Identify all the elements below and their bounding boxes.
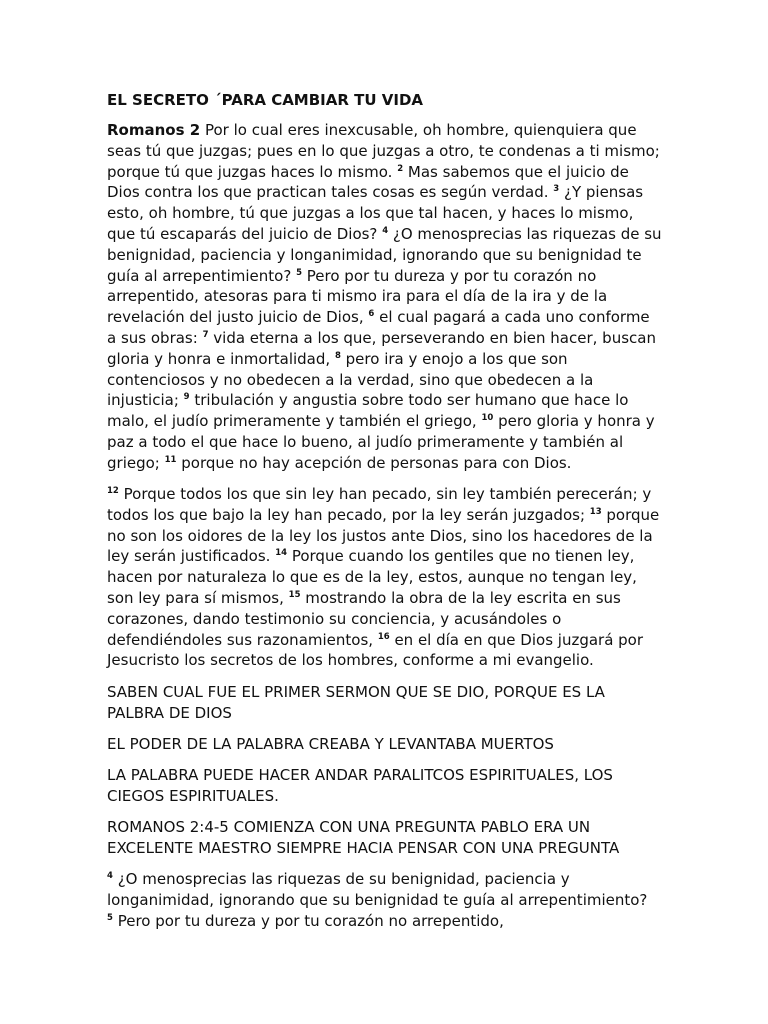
verse-number: 8 <box>334 350 341 361</box>
verse-number: 12 <box>107 486 119 497</box>
verse-number: 9 <box>183 392 190 403</box>
commentary-line-4: ROMANOS 2:4-5 COMIENZA CON UNA PREGUNTA PABLO ERA UN EXCELENTE MAESTRO SIEMPRE HACIA PENSAR CON UNA PREGUNTA <box>107 818 620 857</box>
verse-list-2 <box>107 485 659 669</box>
verse-number: 3 <box>553 184 560 195</box>
scripture-paragraph-1 <box>107 120 663 474</box>
verse-text: Mas sabemos que el juicio de Dios contra los que practican tales cosas es según verdad. <box>107 162 629 202</box>
verse <box>107 485 651 524</box>
commentary-line-2: EL PODER DE LA PALABRA CREABA Y LEVANTABA MUERTOS <box>107 734 554 753</box>
scripture-paragraph-2 <box>107 484 663 671</box>
verse-number: 5 <box>107 912 113 923</box>
verse-text: Pero por tu dureza y por tu corazón no arrepentido, <box>117 911 504 930</box>
verse-text: Por lo cual eres inexcusable, oh hombre, quienquiera que seas tú que juzgas; pues en lo que juzgas a otro, te condenas a ti mismo; porque tú que juzgas haces lo mismo. <box>107 121 660 181</box>
verse-number: 11 <box>164 454 177 465</box>
verse-text: el cual pagará a cada uno conforme a sus obras: <box>107 308 650 347</box>
passage-reference: Romanos 2 <box>107 121 201 139</box>
commentary-line-1: SABEN CUAL FUE EL PRIMER SERMON QUE SE DIO, PORQUE ES LA PALBRA DE DIOS <box>107 682 605 722</box>
verse-text: vida eterna a los que, perseverando en bien hacer, buscan gloria y honra e inmortalidad, <box>107 328 656 368</box>
verse-text: Porque cuando los gentiles que no tienen ley, hacen por naturaleza lo que es de la ley, estos, aunque no tengan ley, son ley para sí mismos, <box>107 547 637 608</box>
document-page <box>107 88 663 942</box>
verse <box>165 454 572 472</box>
verse-number: 15 <box>288 590 301 601</box>
verse-list-3 <box>107 870 647 930</box>
verse-number: 13 <box>589 506 602 517</box>
verse <box>107 912 504 930</box>
verse-text: pero ira y enojo a los que son contenciosos y no obedecen a la verdad, sino que obedecen a la injusticia; <box>107 349 594 410</box>
verse-text: porque no hay acepción de personas para con Dios. <box>181 453 572 472</box>
verse-number: 16 <box>377 631 390 642</box>
verse-text: tribulación y angustia sobre todo ser humano que hace lo malo, el judío primeramente y también el griego, <box>107 391 629 431</box>
verse-text: ¿O menosprecias las riquezas de su benignidad, paciencia y longanimidad, ignorando que su benignidad te guía al arrepentimiento? <box>107 224 662 285</box>
verse-number: 4 <box>107 871 113 882</box>
document-title: EL SECRETO ´PARA CAMBIAR TU VIDA <box>107 91 424 109</box>
verse-text: porque no son los oidores de la ley los justos ante Dios, sino los hacedores de la ley serán justificados. <box>107 505 660 566</box>
verse <box>107 870 647 909</box>
verse-number: 10 <box>481 413 494 424</box>
verse-list-1 <box>107 121 662 472</box>
verse-text: ¿O menosprecias las riquezas de su benignidad, paciencia y longanimidad, ignorando que su benignidad te guía al arrepentimiento? <box>107 870 648 910</box>
verse-text: pero gloria y honra y paz a todo el que hace lo bueno, al judío primeramente y también al griego; <box>107 412 655 472</box>
verse-text: en el día en que Dios juzgará por Jesucristo los secretos de los hombres, conforme a mi evangelio. <box>107 630 644 670</box>
commentary-line-3: LA PALABRA PUEDE HACER ANDAR PARALITCOS ESPIRITUALES, LOS CIEGOS ESPIRITUALES. <box>107 766 613 805</box>
verse-number: 4 <box>382 225 389 236</box>
verse-number: 6 <box>368 309 375 320</box>
verse-number: 5 <box>296 267 302 278</box>
scripture-paragraph-3 <box>107 869 663 931</box>
verse-text: Pero por tu dureza y por tu corazón no arrepentido, atesoras para ti mismo ira para el día de la ira y de la revelación del justo juicio de Dios, <box>107 266 608 327</box>
verse-number: 14 <box>275 548 288 559</box>
verse-text: Porque todos los que sin ley han pecado, sin ley también perecerán; y todos los que bajo la ley han pecado, por la ley serán juzgados; <box>107 485 652 524</box>
verse-text: mostrando la obra de la ley escrita en sus corazones, dando testimonio su conciencia, y acusándoles o defendiéndoles sus razonamientos, <box>107 589 621 649</box>
verse-number: 7 <box>202 329 209 340</box>
verse-number: 2 <box>397 163 404 174</box>
verse-text: ¿Y piensas esto, oh hombre, tú que juzgas a los que tal hacen, y haces lo mismo, que tú escaparás del juicio de Dios? <box>107 183 644 243</box>
